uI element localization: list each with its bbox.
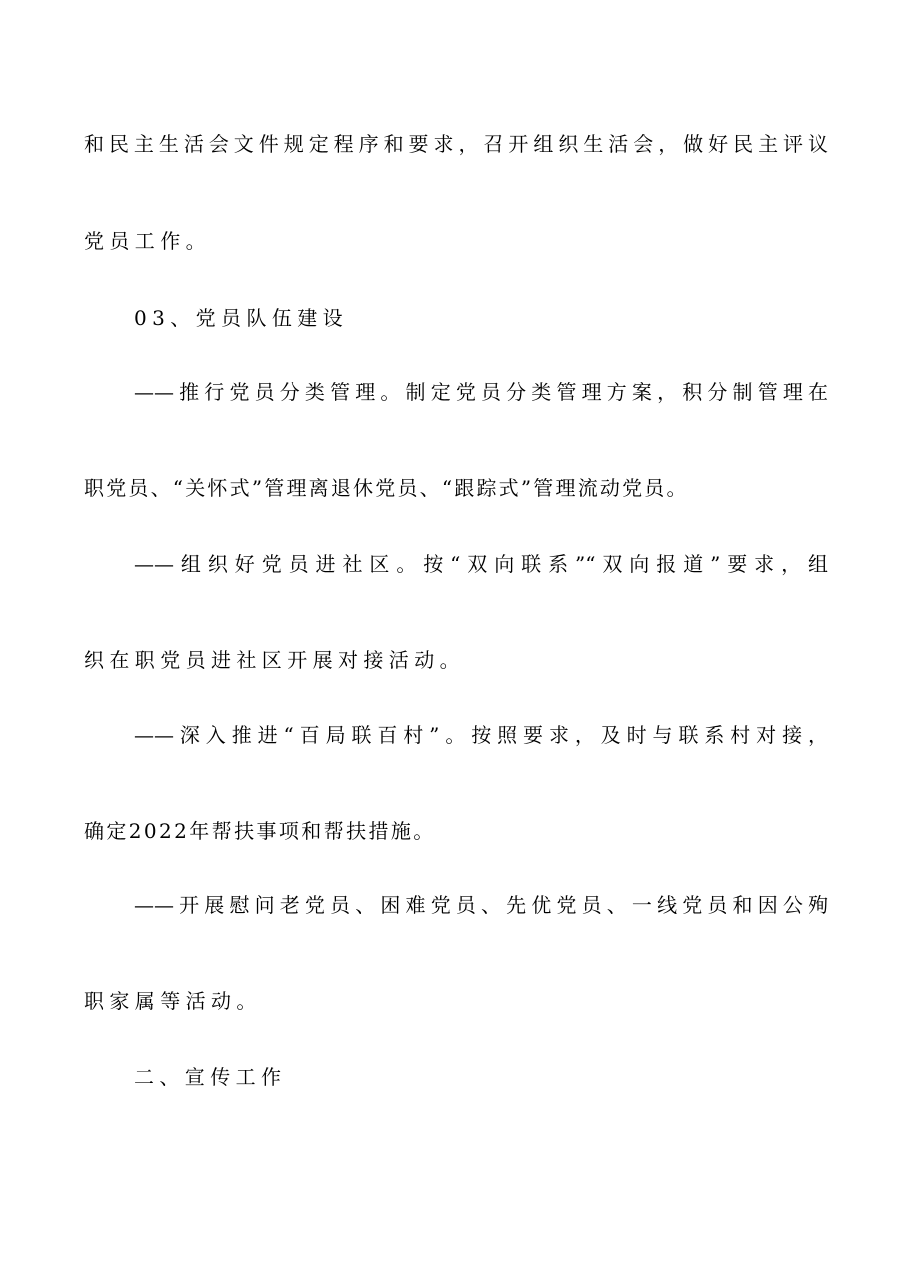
paragraph-line: 党员工作。 [84, 229, 211, 253]
paragraph-line: 织在职党员进社区开展对接活动。 [84, 648, 465, 672]
paragraph-line: 职党员、“关怀式”管理离退休党员、“跟踪式”管理流动党员。 [84, 476, 689, 500]
paragraph-line: ——深入推进“百局联百村”。按照要求，及时与联系村对接， [134, 723, 828, 747]
paragraph-line: ——开展慰问老党员、困难党员、先优党员、一线党员和因公殉 [134, 893, 828, 917]
paragraph-line: 和民主生活会文件规定程序和要求，召开组织生活会，做好民主评议 [84, 132, 828, 156]
section-heading: 二、宣传工作 [134, 1065, 287, 1089]
paragraph-line: 职家属等活动。 [84, 989, 262, 1013]
paragraph-line: ——推行党员分类管理。制定党员分类管理方案，积分制管理在 [134, 380, 828, 404]
paragraph-line: 确定2022年帮扶事项和帮扶措施。 [84, 819, 436, 843]
paragraph-line: ——组织好党员进社区。按“双向联系”“双向报道”要求，组 [134, 552, 828, 576]
section-heading: 03、党员队伍建设 [134, 306, 349, 330]
